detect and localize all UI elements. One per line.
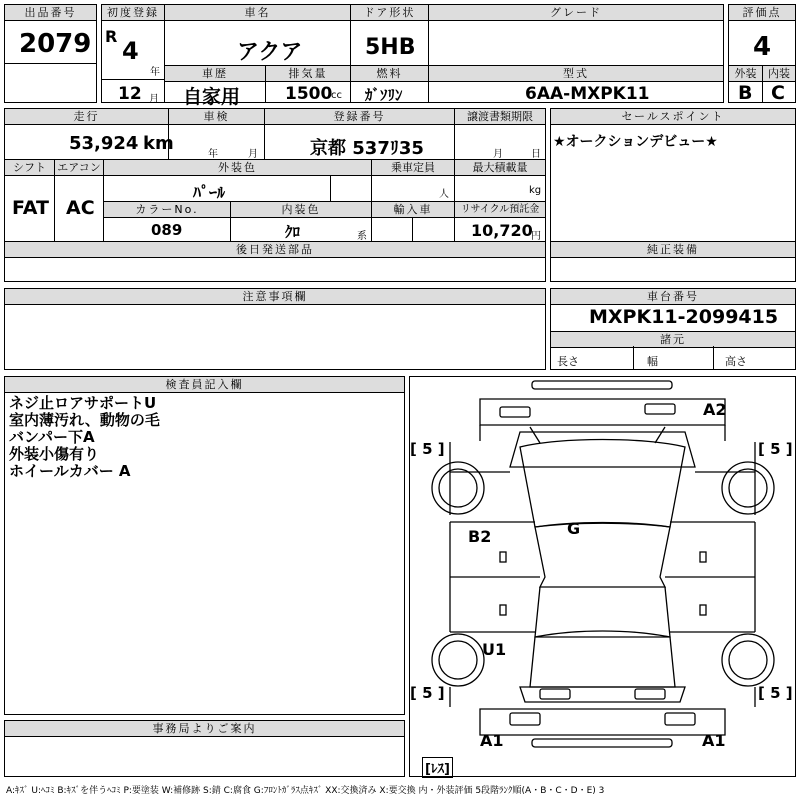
first-registration-box	[101, 4, 165, 103]
score-box	[728, 4, 796, 103]
office-label: 事務局よりご案内	[5, 721, 404, 737]
series-unit: 系	[357, 231, 367, 242]
lot-number-label: 出品番号	[5, 5, 96, 21]
car-diagram	[410, 377, 795, 776]
tire-rear-right: [ 5 ]	[758, 684, 793, 702]
int-color-label: 内装色	[230, 202, 371, 218]
int-score-value: C	[771, 82, 785, 104]
inspector-box	[4, 376, 405, 715]
inspector-label: 検査員記入欄	[5, 377, 404, 393]
door-label: ドア形状	[350, 5, 428, 21]
chassis-label: 車台番号	[551, 289, 795, 305]
shift-value: FAT	[12, 197, 49, 219]
caution-label: 注意事項欄	[5, 289, 545, 305]
length-label: 長さ	[557, 355, 579, 368]
fuel-value: ｶﾞｿﾘﾝ	[365, 86, 403, 104]
capacity-label: 乗車定員	[371, 160, 454, 176]
year-unit: 年	[150, 67, 160, 78]
lot-number-value: 2079	[19, 29, 92, 59]
inspection-year-unit: 年	[208, 149, 218, 160]
max-load-label: 最大積載量	[454, 160, 545, 176]
door-value: 5HB	[365, 35, 416, 60]
mark-g: G	[567, 519, 581, 538]
ext-color-value: ﾊﾟｰﾙ	[193, 183, 226, 202]
first-registration-label: 初度登録	[102, 5, 164, 21]
office-box	[4, 720, 405, 777]
era-label: R	[105, 27, 118, 46]
ext-score-value: B	[738, 82, 753, 104]
damage-legend: A:ｷｽﾞ U:ﾍｺﾐ B:ｷｽﾞを伴うﾍｺﾐ P:要塗装 W:補修跡 S:錆 C:腐食 G:ﾌﾛﾝﾄｶﾞﾗｽ点ｷｽﾞ XX:交換済み X:要交換 内・外装評価 5段階ﾗﾝｸ順(A・B・C・D・E) 3	[6, 786, 605, 796]
inspector-notes	[9, 395, 160, 480]
deadline-month-unit: 月	[493, 149, 503, 160]
import-label: 輸入車	[371, 202, 454, 218]
ac-value: AC	[66, 197, 95, 219]
person-unit: 人	[439, 189, 449, 200]
mark-u1: U1	[482, 640, 507, 659]
grade-label: グレード	[428, 5, 723, 21]
inspector-note: 室内薄汚れ、動物の毛	[9, 411, 160, 429]
inspector-note: バンパー下A	[9, 428, 95, 446]
mark-b2: B2	[468, 527, 492, 546]
spare-tire: [ﾚｽ]	[422, 757, 453, 778]
chassis-value: MXPK11-2099415	[589, 306, 779, 328]
tire-front-right: [ 5 ]	[758, 440, 793, 458]
inspector-note: ホイールカバー A	[9, 462, 131, 480]
first-registration-month: 12	[118, 84, 142, 104]
yen-unit: 円	[531, 231, 541, 242]
month-unit: 月	[149, 94, 159, 105]
transfer-deadline-label: 譲渡書類期限	[454, 109, 545, 125]
ext-score-label: 外装	[729, 66, 762, 82]
displacement-value: 1500	[285, 84, 333, 104]
km-unit: km	[143, 133, 174, 154]
later-parts-label: 後日発送部品	[5, 242, 545, 258]
score-label: 評価点	[729, 5, 795, 21]
mark-a1-rear-left: A1	[480, 731, 504, 750]
specs-label: 諸元	[551, 331, 795, 348]
lot-number-box	[4, 4, 97, 103]
inspection-month-unit: 月	[248, 149, 258, 160]
deadline-day-unit-glyph: 日	[531, 149, 541, 160]
car-name-label: 車名	[165, 5, 350, 21]
tire-rear-left: [ 5 ]	[410, 684, 445, 702]
kg-unit: kg	[529, 185, 542, 196]
sales-point-value: ★オークションデビュー★	[553, 134, 718, 150]
fuel-label: 燃料	[350, 66, 428, 82]
vehicle-details-box	[4, 108, 546, 242]
car-diagram-box	[409, 376, 796, 777]
genuine-equip-label: 純正装備	[551, 242, 795, 258]
later-parts-box	[4, 241, 546, 282]
mileage-label: 走行	[5, 109, 168, 125]
int-score-label: 内装	[762, 66, 795, 82]
recycle-label: リサイクル預託金	[454, 202, 545, 218]
shift-label: シフト	[5, 160, 54, 176]
reg-no-value: 京都 537ﾘ35	[310, 138, 424, 159]
mileage-value: 53,924	[69, 133, 139, 154]
sales-point-label: セールスポイント	[551, 109, 795, 125]
car-info-box	[164, 4, 724, 108]
genuine-equip-box	[550, 241, 796, 282]
sales-point-box	[550, 108, 796, 242]
tire-front-left: [ 5 ]	[410, 440, 445, 458]
first-registration-year: 4	[122, 37, 139, 65]
height-label: 高さ	[725, 355, 747, 368]
reg-no-label: 登録番号	[264, 109, 454, 125]
mark-a1-rear-right: A1	[702, 731, 726, 750]
color-no-label: カラーNo.	[104, 202, 230, 218]
history-label: 車歴	[165, 66, 265, 82]
displacement-label: 排気量	[265, 66, 350, 82]
width-label: 幅	[647, 355, 658, 368]
history-value: 自家用	[183, 86, 241, 108]
ac-label: エアコン	[54, 160, 103, 176]
caution-box	[4, 288, 546, 370]
recycle-value: 10,720	[471, 221, 533, 240]
int-color-value: ｸﾛ	[285, 223, 301, 241]
model-label: 型式	[428, 66, 723, 82]
inspector-note: 外装小傷有り	[9, 445, 100, 463]
color-no-value: 089	[151, 221, 183, 239]
inspection-label: 車検	[168, 109, 264, 125]
model-value: 6AA-MXPK11	[525, 84, 650, 104]
chassis-box	[550, 288, 796, 370]
score-value: 4	[753, 32, 772, 62]
mark-a2-front: A2	[703, 400, 727, 419]
cc-unit: cc	[331, 90, 342, 101]
inspector-note: ネジ止ロアサポートU	[9, 394, 157, 412]
car-name-value: アクア	[237, 40, 303, 65]
ext-color-label: 外装色	[103, 160, 371, 176]
